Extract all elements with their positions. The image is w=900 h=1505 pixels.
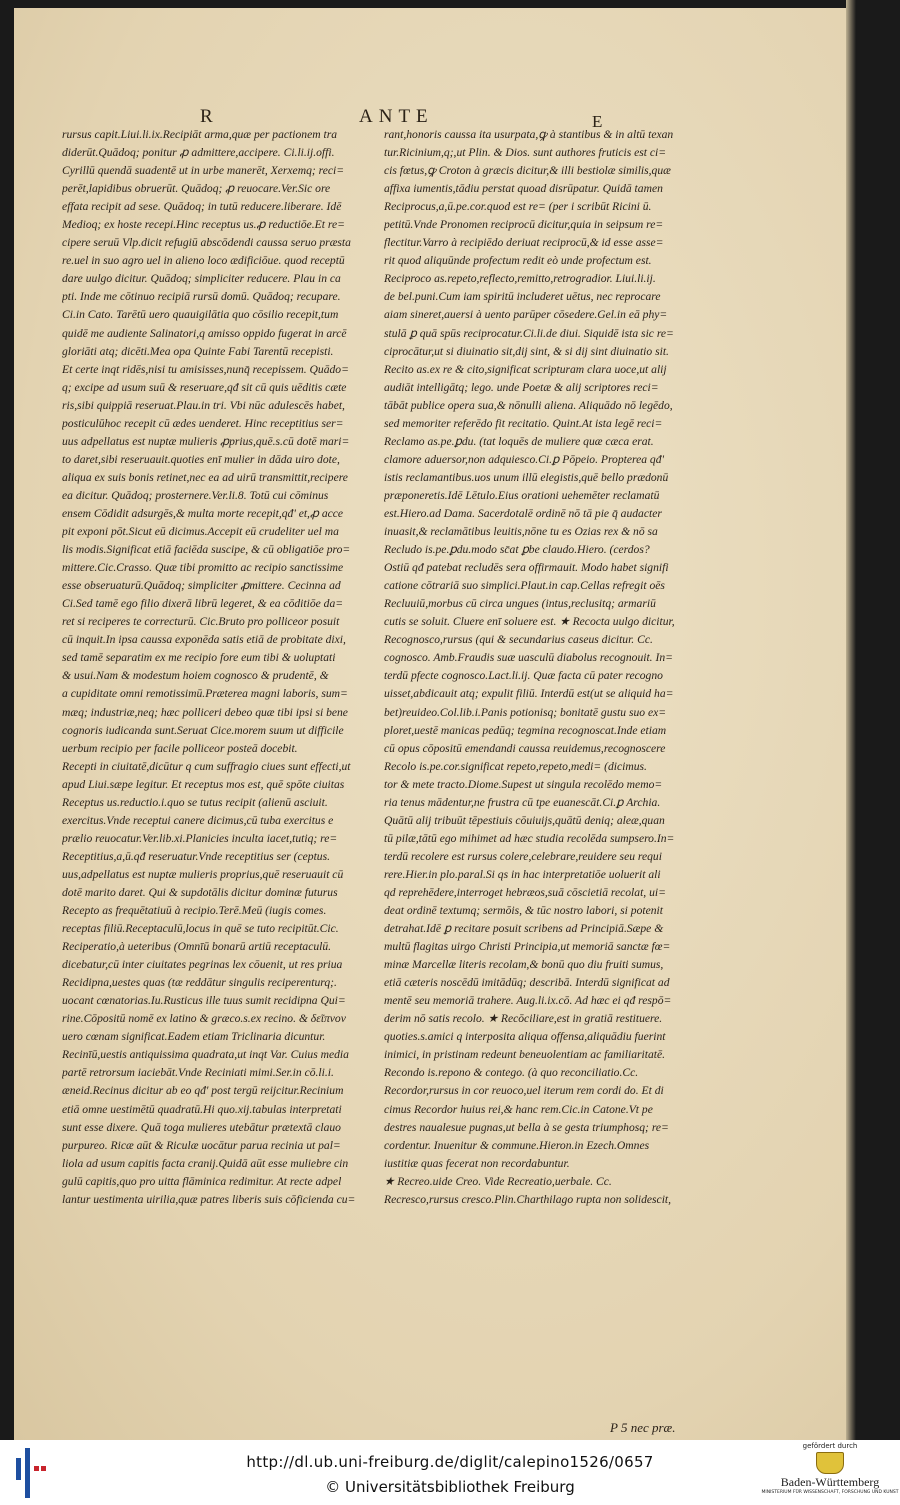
text-line: est.Hiero.ad Dama. Sacerdotalē ordinē nō tā pie q̄ audacter <box>384 506 662 520</box>
document-url-link[interactable]: http://dl.ub.uni-freiburg.de/diglit/calepino1526/0657 <box>246 1453 654 1471</box>
text-line: inuasit,& reclamātibus leuitis,nōne tu es Ozias rex & nō sa <box>384 525 658 539</box>
text-line: etiā omne uestimētū quadratū.Hi quo.xij.tabulas interpretati <box>62 1102 342 1116</box>
text-line: mittere.Cic.Crasso. Quæ tibi promitto ac recipio sanctissime <box>62 561 344 575</box>
text-line: pit exponi pōt.Sicut eū dicimus.Accepit eū crudeliter uel ma <box>62 525 339 539</box>
text-line: qd reprehēdere,interroget hebræos,suā cōscietiā recolat, ui= <box>384 885 666 899</box>
sponsor-name: Baden-Württemberg <box>780 1475 880 1489</box>
header-title: ANTE <box>359 106 434 127</box>
text-line: Recepti in ciuitatē,dicūtur q cum suffragio ciues sunt effecti,ut <box>62 759 351 773</box>
text-line: uero cœnam significat.Eadem etiam Triclinaria dicuntur. <box>62 1030 326 1044</box>
text-line: tor & mete tracto.Diome.Supest ut singula recolēdo memo= <box>384 777 663 791</box>
text-line: de bel.puni.Cum iam spiritū includeret uētus, nec reprocare <box>384 290 661 304</box>
header-right-letter: E <box>592 112 603 131</box>
text-line: gloriāti atq; dicēti.Mea opa Quinte Fabi Tarentū recepisti. <box>62 344 334 358</box>
text-line: partē retrorsum iaciebāt.Vnde Reciniati mimi.Ser.in cō.li.i. <box>62 1066 334 1080</box>
text-line: istis reclamantibus.uos unum illū elegistis,quē bello prædonū <box>384 470 669 484</box>
text-line: dicebatur,cū inter ciuitates pegrinas lex cōuenit, ut res priua <box>62 958 343 972</box>
text-line: ★ Recreo.uide Creo. Vide Recreatio,uerbale. Cc. <box>384 1174 612 1188</box>
text-line: to daret,sibi reseruauit.quoties enī mulier in dāda uiro dote, <box>62 452 340 466</box>
text-line: rere.Hier.in plo.paral.Si qs in hac interpretatiōe uoluerit ali <box>384 867 661 881</box>
text-line: sunt esse dixere. Quā toga mulieres utebātur prætextā clauo <box>62 1120 341 1134</box>
text-line: Recepto as frequētatiuū à recipio.Terē.Meū (iugis comes. <box>62 904 327 918</box>
text-line: diderūt.Quādoq; ponitur ꝓ admittere,accipere. Ci.li.ij.offi. <box>62 146 335 160</box>
text-line: uus,adpellatus est nuptæ mulieris proprius,quē reseruauit cū <box>62 867 344 881</box>
text-line: quoties.s.amici q interposita aliqua offensa,aliquādiu fuerint <box>384 1030 666 1044</box>
text-line: gulū capitis,quo pro uitta flāminica redimitur. At recte adpel <box>62 1174 342 1188</box>
text-line: sed memoriter referēdo fit recitatio. Quint.At ista legē reci= <box>384 416 663 430</box>
text-line: dare uulgo dicitur. Quādoq; simpliciter reducere. Plau in ca <box>62 272 341 286</box>
right-text-column <box>384 126 724 1209</box>
text-line: Recondo is.repono & contego. (à quo reconciliatio.Cc. <box>384 1066 639 1080</box>
text-line: ea dicitur. Quādoq; prosternere.Ver.li.8. Totū cui cōminus <box>62 488 329 502</box>
text-line: Ci.Sed tamē ego filio dixerā librū legeret, & ea cōditiōe da= <box>62 597 344 611</box>
text-line: receptas filiū.Receptaculū,locus in quē se tuto recipitūt.Cic. <box>62 922 339 936</box>
text-line: Recluuiū,morbus cū circa ungues (intus,reclusitq; armariū <box>384 597 656 611</box>
text-line: Reciprocus,a,ū.pe.cor.quod est re= (per i scribūt Ricini ū. <box>384 200 652 214</box>
text-line: cis fœtus,ꝙ Croton à græcis dicitur,& illi bestiolæ similis,quæ <box>384 164 671 178</box>
text-line: cipere seruū Vlp.dicit refugiū abscōdendi caussa seruo præsta <box>62 236 351 250</box>
text-line: audiāt intelligātq; lego. unde Poetæ & alij scriptores reci= <box>384 380 659 394</box>
text-line: apud Liui.sæpe legitur. Et receptus mos est, quē spōte ciuitas <box>62 777 345 791</box>
text-line: uisset,abdicauit atq; expulit filiū. Interdū est(ut se aliquid ha= <box>384 687 674 701</box>
text-line: lantur uestimenta uirilia,quæ patres liberis suis cōficienda cu= <box>62 1192 356 1206</box>
text-line: cutis se soluit. Cluere enī soluere est. ★ Recocta uulgo dicitur, <box>384 615 675 629</box>
text-line: iustitiæ quas fecerat non recordabuntur. <box>384 1156 570 1170</box>
text-line: pti. Inde me cōtinuo recipiā rursū domū. Quādoq; recupare. <box>62 290 341 304</box>
text-line: uocant cœnatorias.Iu.Rusticus ille tuus sumit recidipna Qui= <box>62 994 346 1008</box>
text-line: lis modis.Significat etiā faciēda suscipe, & cū obligatiōe pro= <box>62 543 351 557</box>
text-line: Recinīū,uestis antiquissima quadrata,ut inqt Var. Cuius media <box>62 1048 349 1062</box>
text-line: rit quod aliquūnde profectum redit eò unde profectum est. <box>384 254 652 268</box>
text-line: Recresco,rursus cresco.Plin.Charthilago rupta non solidescit, <box>384 1192 672 1206</box>
text-line: catione cōtrariā suo simplici.Plaut.in cap.Cellas refregit oēs <box>384 579 665 593</box>
text-line: mentē seu memoriā trahere. Aug.li.ix.cō. Ad hæc ei qđ respō= <box>384 994 672 1008</box>
text-line: derim nō satis recolo. ★ Recōciliare,est in gratiā restituere. <box>384 1012 663 1026</box>
header-left-letter: R <box>200 106 213 127</box>
text-line: bet)reuideo.Col.lib.i.Panis potionisq; bonitatē gustu suo ex= <box>384 705 667 719</box>
text-line: Ostiū qđ patebat recludēs sera offirmauit. Modo habet signifi <box>384 561 669 575</box>
text-line: Reclamo as.pe.ꝑdu. (tat loquēs de muliere quæ cæca erat. <box>384 434 654 448</box>
text-line: Medioq; ex hoste recepi.Hinc receptus us.ꝓ reductiōe.Et re= <box>62 218 345 232</box>
text-line: liola ad usum capitis facta cranij.Quidā aūt esse muliebre cin <box>62 1156 349 1170</box>
text-line: Reciperatio,à ueteribus (Omnīū bonarū artiū receptaculū. <box>62 940 332 954</box>
text-line: cimus Recordor huius rei,& hanc rem.Cic.in Catone.Vt pe <box>384 1102 653 1116</box>
text-line: aliqua ex suis bonis retinet,nec ea ad uirū transmittit,recipere <box>62 470 348 484</box>
text-line: purpureo. Ricæ aūt & Riculæ uocātur parua recinia ut pal= <box>62 1138 341 1152</box>
text-line: stulā ꝑ quā spūs reciprocatur.Ci.li.de diui. Siquidē ista sic re= <box>384 326 674 340</box>
text-line: terdū recolere est rursus colere,celebrare,reuidere seu requi <box>384 849 662 863</box>
text-line: cordentur. Inuenitur & commune.Hieron.in Ezech.Omnes <box>384 1138 650 1152</box>
text-line: mæq; industriæ,neq; hæc polliceri debeo quæ tibi ipsi si bene <box>62 705 348 719</box>
text-line: cū inquit.In ipsa caussa exponēda satis etiā de probitate dixi, <box>62 633 346 647</box>
text-line: exercitus.Vnde receptui canere dicimus,cū tuba exercitus e <box>62 813 334 827</box>
ministry-name: MINISTERIUM FÜR WISSENSCHAFT, FORSCHUNG UND KUNST <box>761 1490 899 1495</box>
text-line: minæ Marcellæ literis recolam,& bonū quo diu fruiti sumus, <box>384 958 664 972</box>
text-line: Reciproco as.repeto,reflecto,remitto,retrogradior. Liui.li.ij. <box>384 272 656 286</box>
sponsor-block <box>760 1442 900 1496</box>
text-line: rant,honoris caussa ita usurpata,ꝙ à stantibus & in altū texan <box>384 128 674 141</box>
text-line: posticulūhoc recepit cū ædes uenderet. Hinc receptitius ser= <box>62 416 344 430</box>
text-line: effata recipit ad sese. Quādoq; in tutū reducere.liberare. Idē <box>62 200 342 214</box>
text-line: a cupiditate omni remotissimū.Præterea magni laboris, sum= <box>62 687 348 701</box>
text-line: sed tamē separatim ex me recipio fore eum tibi & uoluptati <box>62 651 336 665</box>
text-line: & usui.Nam & modestum hoiem cognosco & prudentē, & <box>62 669 329 683</box>
text-line: Receptus us.reductio.i.quo se tutus recipit (alienū asciuit. <box>62 795 328 809</box>
text-line: uus adpellatus est nuptæ mulieris ꝓprius,quē.s.cū dotē mari= <box>62 434 350 448</box>
text-line: uerbum recipio per facile polliceor posteā docebit. <box>62 741 298 755</box>
text-line: flectitur.Varro à recipiēdo deriuat reciprocū,& id esse asse= <box>384 236 664 250</box>
text-line: Ci.in Cato. Tarētū uero quauigilātia quo cōsilio recepit,tum <box>62 308 339 322</box>
text-line: Cyrillū quendā suadentē ut in urbe manerēt, Xerxemq; reci= <box>62 164 345 178</box>
text-line: affixa iumentis,tādiu perstat quoad disrūpatur. Quidā tamen <box>384 182 663 196</box>
text-line: quidē me audiente Salinatori,q amisso oppido fugerat in arcē <box>62 326 347 340</box>
text-line: ensem Cōdidit adsurgēs,& multa morte recepit,qđ' et,ꝓ acce <box>62 506 344 520</box>
text-line: cū opus cōpositū emendandi caussa reuidemus,recognoscere <box>384 741 666 755</box>
text-line: multū flagitas uirgo Christi Principia,ut memoriā sanctæ fœ= <box>384 940 671 954</box>
text-line: tur.Ricinium,q;,ut Plin. & Dios. sunt authores fruticis est ci= <box>384 146 667 160</box>
text-line: destres naualesue pugnas,ut bella à se gesta triumphosq; re= <box>384 1120 669 1134</box>
text-line: ploret,uestē manicas pedūq; tegmina recognoscat.Inde etiam <box>384 723 667 737</box>
sponsor-label: gefördert durch <box>802 1442 858 1450</box>
text-line: Recordor,rursus in cor reuoco,uel iterum rem cordi do. Et di <box>384 1084 664 1098</box>
text-line: rursus capit.Liui.li.ix.Recipiāt arma,quæ per pactionem tra <box>62 128 338 141</box>
text-line: præponeretis.Idē Lētulo.Eius orationi uehemēter reclamatū <box>384 488 660 502</box>
text-line: deat ordinē textumq; sermōis, & tūc nostro labori, si potenit <box>384 904 663 918</box>
text-line: re.uel in suo agro uel in alieno loco ædificiōue. quod receptū <box>62 254 345 268</box>
book-page <box>14 8 848 1440</box>
text-line: Receptitius,a,ū.qđ reseruatur.Vnde receptitius ser (ceptus. <box>62 849 330 863</box>
text-line: detrahat.Idē ꝑ recitare posuit scribens ad Principiā.Sæpe & <box>384 922 664 936</box>
text-line: prælio reuocatur.Ver.lib.xi.Planicies inculta iacet,tutiq; re= <box>62 831 338 845</box>
text-line: ret si reciperes te correcturū. Cic.Bruto pro polliceor posuit <box>62 615 340 629</box>
text-line: Et certe inqt ridēs,nisi tu amisisses,nunq̄ recepissem. Quādo= <box>62 362 349 376</box>
text-line: perēt,lapidibus obruerūt. Quādoq; ꝓ reuocare.Ver.Sic ore <box>62 182 331 196</box>
text-line: rine.Cōpositū nomē ex latino & græco.s.ex recino. & δεῖπνον <box>62 1012 346 1026</box>
text-line: aiam sineret,auersi à uento parūper cōsedere.Gel.in eā phy= <box>384 308 668 322</box>
text-line: ris,sibi quippiā reseruat.Plau.in tri. Vbi nūc adulescēs habet, <box>62 398 345 412</box>
text-line: clamore aduersor,non adquiesco.Ci.ꝑ Pōpeio. Propterea qđ' <box>384 452 665 466</box>
page-edge <box>846 0 856 1440</box>
signature-mark: P 5 nec præ. <box>610 1420 676 1435</box>
text-line: cognoris iudicanda sunt.Seruat Cice.morem suum ut difficile <box>62 723 344 737</box>
text-line: terdū pfecte cognosco.Lact.li.ij. Quæ facta cū pater recogno <box>384 669 663 683</box>
text-line: q; excipe ad usum suū & reseruare,qđ sit cū quis uēditis cæte <box>62 380 347 394</box>
text-line: ciprocātur,ut si diuinatio sit,dij sint, & si dij sint diuinatio sit. <box>384 344 669 358</box>
text-line: inimici, in pristinam redeunt beneuolentiam ac familiaritatē. <box>384 1048 666 1062</box>
text-line: Quātū alij tribuūt tēpestiuis cōuiuijs,quātū deniq; aleæ,quan <box>384 813 665 827</box>
text-line: Recognosco,rursus (qui & secundarius caseus dicitur. Cc. <box>384 633 653 647</box>
text-line: ria tenus mādentur,ne frustra cū tpe euanescāt.Ci.ꝑ Archia. <box>384 795 661 809</box>
text-line: cognosco. Amb.Fraudis suæ uasculū diabolus recognouit. In= <box>384 651 673 665</box>
footer-bar <box>0 1440 900 1505</box>
text-line: Recito as.ex re & cito,significat scripturam clara uoce,ut alij <box>384 362 667 376</box>
left-text-column <box>62 126 384 1209</box>
text-line: esse obseruaturū.Quādoq; simpliciter ꝓmittere. Cecinna ad <box>62 579 341 593</box>
text-line: æneid.Recinus dicitur ab eo qđ' post tergū reijcitur.Recinium <box>62 1084 344 1098</box>
text-line: tū pilæ,tātū ego mihimet ad hæc studia recolēda sumpsero.In= <box>384 831 675 845</box>
text-line: petitū.Vnde Pronomen reciprocū dicitur,quia in seipsum re= <box>384 218 664 232</box>
copyright-text: © Universitätsbibliothek Freiburg <box>325 1478 575 1496</box>
coat-of-arms-icon <box>816 1452 844 1474</box>
text-line: tābāt publice opera sua,& nōnulli aliena. Aliquādo nō legēdo, <box>384 398 673 412</box>
text-line: etiā cæteris noscēdū imitādūq; describā. Interdū significat ad <box>384 976 670 990</box>
text-line: dotē marito daret. Qui & supdotālis dicitur dominæ futurus <box>62 885 338 899</box>
text-line: Recolo is.pe.cor.significat repeto,repeto,medi= (dicimus. <box>384 759 647 773</box>
text-line: Recludo is.pe.ꝑdu.modo sc̄at ꝑbe claudo.Hiero. (cerdos? <box>384 543 650 557</box>
text-line: Recidipna,uestes quas (tæ reddātur singulis reciperenturq;. <box>62 976 337 990</box>
